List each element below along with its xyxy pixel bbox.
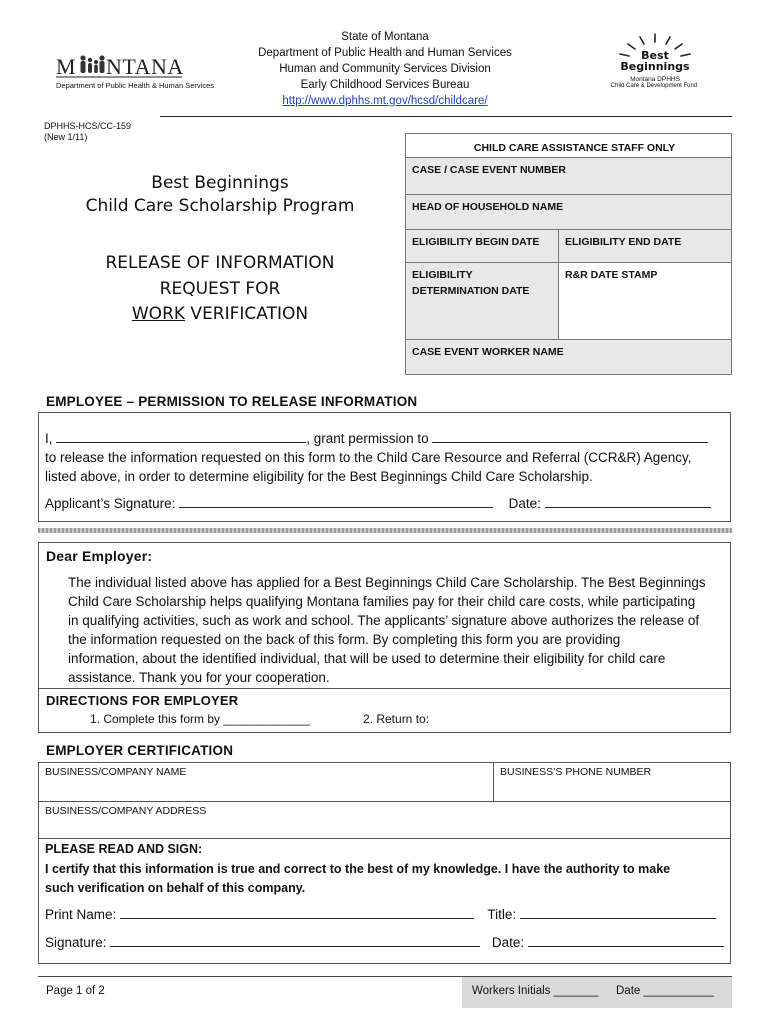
signature-date-field[interactable] bbox=[528, 933, 724, 947]
head-of-household-label: HEAD OF HOUSEHOLD NAME bbox=[412, 201, 564, 213]
elig-end-label: ELIGIBILITY END DATE bbox=[565, 236, 682, 248]
title-label: Title: bbox=[487, 907, 517, 922]
read-and-sign-label: PLEASE READ AND SIGN: bbox=[45, 842, 203, 856]
certify-statement bbox=[45, 860, 735, 898]
employer-letter-line: in qualifying activities, such as work and school. The applicants’ signature above authorizes the release of bbox=[68, 613, 700, 628]
svg-text:NTANA: NTANA bbox=[106, 54, 184, 79]
head-of-household-cell[interactable] bbox=[405, 194, 732, 230]
signature-field[interactable] bbox=[110, 933, 480, 947]
rr-date-stamp-label: R&R DATE STAMP bbox=[565, 269, 658, 281]
company-name-cell[interactable] bbox=[38, 762, 494, 802]
release-title-line3 bbox=[60, 302, 380, 328]
worker-name-label: CASE EVENT WORKER NAME bbox=[412, 346, 564, 358]
print-name-label: Print Name: bbox=[45, 907, 117, 922]
certify-line2: such verification on behalf of this company. bbox=[45, 881, 306, 895]
form-code: DPHHS-HCS/CC-159 bbox=[44, 121, 132, 131]
program-title-line2: Child Care Scholarship Program bbox=[85, 196, 355, 216]
print-name-row bbox=[45, 905, 735, 924]
company-address-label: BUSINESS/COMPANY ADDRESS bbox=[45, 805, 207, 817]
company-address-cell[interactable] bbox=[38, 801, 731, 839]
staff-only-header: CHILD CARE ASSISTANCE STAFF ONLY bbox=[473, 142, 676, 154]
rr-date-stamp-cell[interactable] bbox=[558, 262, 732, 340]
employee-i-text: I, bbox=[45, 431, 53, 446]
print-name-field[interactable] bbox=[120, 905, 474, 919]
signature-date-label: Date: bbox=[491, 935, 525, 950]
header-line-state: State of Montana bbox=[341, 31, 429, 43]
company-phone-cell[interactable] bbox=[493, 762, 731, 802]
employee-permission-line1 bbox=[45, 429, 725, 448]
header-url-link[interactable]: http://www.dphhs.mt.gov/hcsd/childcare/ bbox=[282, 95, 488, 107]
form-edition: (New 1/11) bbox=[44, 132, 88, 142]
applicant-date-field[interactable] bbox=[545, 494, 711, 508]
employee-name-field[interactable] bbox=[56, 429, 306, 443]
applicant-signature-field[interactable] bbox=[179, 494, 493, 508]
footer-date: Date ___________ bbox=[616, 985, 714, 997]
agency-name-field[interactable] bbox=[432, 429, 708, 443]
employer-letter-line: the information requested on the back of this form. By completing this form you are providing bbox=[68, 632, 621, 647]
best-beginnings-logo-text: Best Beginnings bbox=[620, 49, 690, 73]
header-line-department: Department of Public Health and Human Services bbox=[258, 47, 512, 59]
directions-heading: DIRECTIONS FOR EMPLOYER bbox=[46, 693, 239, 708]
release-title bbox=[60, 251, 380, 328]
certification-heading: EMPLOYER CERTIFICATION bbox=[46, 743, 234, 758]
directions-step1: 1. Complete this form by _____________ bbox=[90, 712, 311, 726]
applicant-signature-row bbox=[45, 494, 725, 513]
employer-letter-line: Child Care Scholarship helps qualifying Montana families pay for their child care costs, while participating bbox=[68, 594, 696, 609]
title-field[interactable] bbox=[520, 905, 716, 919]
company-phone-label: BUSINESS’S PHONE NUMBER bbox=[500, 766, 652, 778]
release-title-work: WORK bbox=[131, 304, 186, 324]
best-beginnings-logo-sub1: Montana DPHHS bbox=[630, 76, 680, 83]
employee-grant-text: , grant permission to bbox=[306, 431, 429, 446]
svg-text:M: M bbox=[56, 54, 77, 79]
employee-permission-line2: to release the information requested on this form to the Child Care Resource and Referral (CCR&R) Agency, bbox=[45, 450, 692, 465]
montana-logo-subtitle: Department of Public Health & Human Services bbox=[56, 81, 214, 90]
applicant-date-label: Date: bbox=[508, 496, 541, 511]
employee-section-heading: EMPLOYEE – PERMISSION TO RELEASE INFORMATION bbox=[46, 394, 418, 409]
elig-det-label bbox=[406, 263, 558, 303]
release-title-line2: REQUEST FOR bbox=[159, 278, 281, 299]
release-title-line1: RELEASE OF INFORMATION bbox=[105, 253, 335, 273]
header-line-division: Human and Community Services Division bbox=[279, 63, 491, 75]
header-line-bureau: Early Childhood Services Bureau bbox=[300, 79, 470, 91]
signature-row bbox=[45, 933, 735, 952]
form-id bbox=[44, 121, 131, 143]
directions-step2: 2. Return to: bbox=[363, 712, 430, 726]
elig-det-cell[interactable] bbox=[405, 262, 559, 340]
program-title-line1: Best Beginnings bbox=[151, 173, 289, 193]
section-divider bbox=[38, 528, 732, 533]
montana-logo bbox=[56, 50, 214, 92]
employer-letter-line: information, about the identified individual, that will be used to determine their eligibility for child care bbox=[68, 651, 666, 666]
program-title bbox=[60, 172, 380, 218]
case-number-label: CASE / CASE EVENT NUMBER bbox=[412, 164, 567, 176]
employer-letter-line: assistance. Thank you for your cooperation. bbox=[68, 670, 330, 685]
elig-begin-label: ELIGIBILITY BEGIN DATE bbox=[412, 236, 540, 248]
elig-begin-cell[interactable] bbox=[405, 229, 559, 263]
page-number: Page 1 of 2 bbox=[46, 985, 105, 997]
worker-name-cell[interactable] bbox=[405, 339, 732, 375]
workers-initials: Workers Initials _______ bbox=[472, 985, 599, 997]
elig-end-cell[interactable] bbox=[558, 229, 732, 263]
employer-letter-body bbox=[68, 573, 728, 687]
dear-employer-heading: Dear Employer: bbox=[46, 548, 153, 564]
company-name-label: BUSINESS/COMPANY NAME bbox=[45, 766, 187, 778]
case-number-cell[interactable] bbox=[405, 157, 732, 195]
header-rule bbox=[160, 116, 732, 117]
elig-det-label-2: DETERMINATION DATE bbox=[412, 285, 530, 297]
header-lines bbox=[235, 29, 535, 109]
best-beginnings-logo bbox=[610, 32, 700, 98]
elig-det-label-1: ELIGIBILITY bbox=[412, 269, 473, 281]
applicant-signature-label: Applicant’s Signature: bbox=[45, 496, 176, 511]
employee-permission-line3: listed above, in order to determine eligibility for the Best Beginnings Child Care Scholarship. bbox=[45, 469, 593, 484]
employer-letter-line: The individual listed above has applied for a Best Beginnings Child Care Scholarship. The Best Beginnings bbox=[68, 575, 706, 590]
best-beginnings-logo-sub2: Child Care & Development Fund bbox=[610, 83, 698, 89]
montana-logo-figures-icon bbox=[56, 50, 186, 80]
certify-line1: I certify that this information is true and correct to the best of my knowledge. I have the authority to make bbox=[45, 862, 671, 876]
signature-label: Signature: bbox=[45, 935, 107, 950]
release-title-verification: VERIFICATION bbox=[185, 304, 309, 324]
